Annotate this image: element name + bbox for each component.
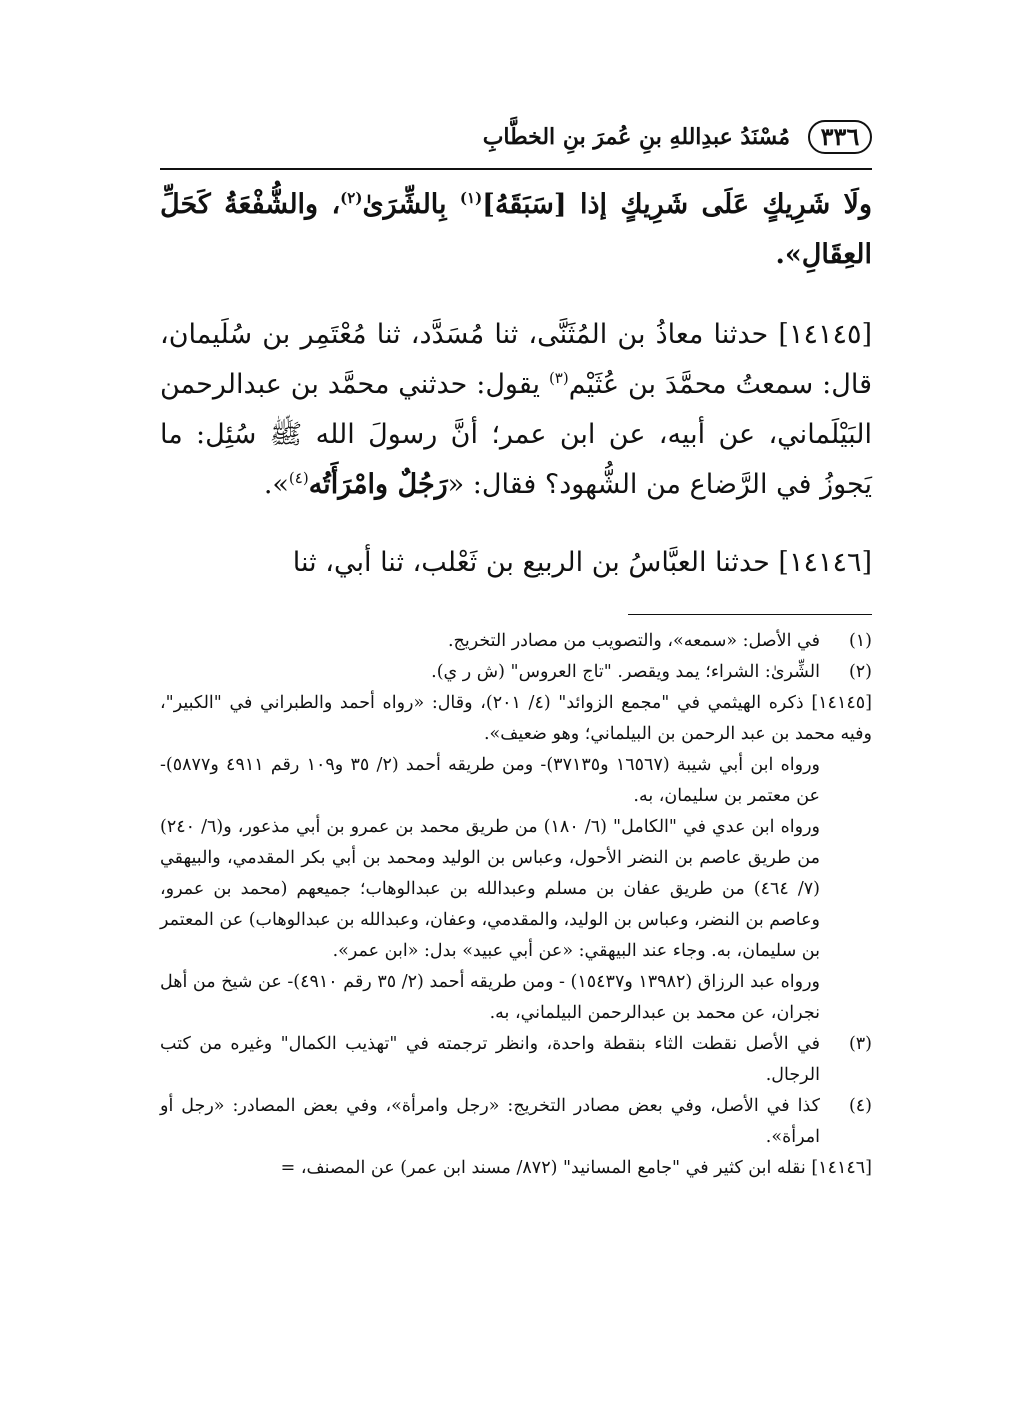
hadith-number: [١٤١٤٦] — [778, 547, 872, 578]
takhrij-14146 — [160, 1153, 872, 1184]
hadith-text-b: يقول: حدثني محمَّد بن عبدالرحمن البَيْلَماني، عن أبيه، عن ابن عمر؛ أنَّ رسولَ الله ﷺ سُئِل: ما يَجوزُ في الرَّضاع من الشُّهود؟ فقال: « — [160, 369, 872, 500]
header-rule — [160, 168, 872, 170]
page-header — [160, 118, 872, 162]
footnote-label: (٢) — [848, 662, 872, 682]
footnote-label: (١) — [848, 631, 872, 651]
footnote-2 — [160, 657, 872, 688]
footnote-text: الشِّرىٰ: الشراء؛ يمد ويقصر. "تاج العروس" (ش ر ي). — [431, 662, 820, 682]
running-title: مُسْنَدُ عبدِاللهِ بنِ عُمرَ بنِ الخطَّابِ — [482, 124, 790, 150]
lead-paragraph — [160, 180, 872, 280]
footnote-1 — [160, 626, 872, 657]
lead-text-a: ولَا شَرِيكٍ عَلَى شَرِيكٍ إذا [سَبَقَهُ] — [482, 189, 872, 220]
takhrij-paragraph: ورواه عبد الرزاق (١٣٩٨٢ و١٥٤٣٧) - ومن طريقه أحمد (٢/ ٣٥ رقم ٤٩١٠)- عن شيخ من أهل نجران، عن محمد بن عبدالرحمن البيلماني، به. — [160, 972, 820, 1023]
takhrij-text: [١٤١٤٥] ذكره الهيثمي في "مجمع الزوائد" (٤/ ٢٠١)، وقال: «رواه أحمد والطبراني في "الكبير"، وفيه محمد بن عبد الرحمن بن البيلماني؛ وهو ضعيف». — [160, 693, 872, 744]
footnote-ref-2: (٢) — [340, 189, 363, 207]
hadith-number: [١٤١٤٥] — [778, 319, 872, 350]
lead-text-c: ، والشُّفْعَةُ كَحَلِّ العِقَالِ». — [160, 189, 872, 270]
footnote-label: (٤) — [848, 1096, 872, 1116]
main-text — [160, 180, 872, 588]
takhrij-text: [١٤١٤٦] نقله ابن كثير في "جامع المسانيد" (٨٧٢/ مسند ابن عمر) عن المصنف، = — [280, 1158, 872, 1178]
footnote-ref-1: (١) — [459, 189, 483, 207]
hadith-14145 — [160, 310, 872, 510]
takhrij-paragraph: ورواه ابن أبي شيبة (١٦٥٦٧ و٣٧١٣٥)- ومن طريقه أحمد (٢/ ٣٥ و١٠٩ رقم ٤٩١١ و٥٨٧٧)- عن معتمر بن سليمان، به. — [160, 755, 820, 806]
footnote-text: كذا في الأصل، وفي بعض مصادر التخريج: «رجل وامرأة»، وفي بعض المصادر: «رجل أو امرأة». — [160, 1096, 820, 1147]
footnotes — [160, 626, 872, 1184]
footnote-ref-3: (٣) — [548, 369, 569, 387]
hadith-14146 — [160, 538, 872, 588]
hadith-text-end: ». — [263, 469, 289, 500]
footnote-4 — [160, 1091, 872, 1153]
footnote-label: (٣) — [848, 1034, 872, 1054]
footnote-text: في الأصل نقطت الثاء بنقطة واحدة، وانظر ترجمته في "تهذيب الكمال" وغيره من كتب الرجال. — [160, 1034, 820, 1085]
hadith-text: حدثنا العبَّاسُ بن الربيع بن ثَعْلب، ثنا أبي، ثنا — [292, 547, 779, 578]
page-number: ٣٣٦ — [808, 120, 872, 154]
hadith-text-a: حدثنا معاذُ بن المُثَنَّى، ثنا مُسَدَّد، ثنا مُعْتَمِر بن سُلَيمان، قال: سمعتُ محمَّدَ بن عُثَيْم — [160, 319, 872, 400]
hadith-quote: رَجُلٌ وامْرَأَتُه — [308, 469, 448, 500]
takhrij-14145 — [160, 688, 872, 1029]
footnote-3 — [160, 1029, 872, 1091]
footnote-separator — [628, 614, 872, 615]
takhrij-paragraph: ورواه ابن عدي في "الكامل" (٦/ ١٨٠) من طريق محمد بن عمرو بن أبي مذعور، و(٦/ ٢٤٠) من طريق عاصم بن النضر الأحول، وعباس بن الوليد ومحمد بن أبي بكر المقدمي، والبيهقي (٧/ ٤٦٤) من طريق عفان بن مسلم وعبدالله بن عبدالوهاب؛ جميعهم (محمد بن عمرو، وعاصم بن النضر، وعباس بن الوليد، والمقدمي، وعفان، وعبدالله بن عبدالوهاب) عن المعتمر بن سليمان، به. وجاء عند البيهقي: «عن أبي عبيد» بدل: «ابن عمر». — [160, 817, 820, 961]
footnote-text: في الأصل: «سمعه»، والتصويب من مصادر التخريج. — [447, 631, 820, 651]
footnote-ref-4: (٤) — [288, 469, 309, 487]
lead-text-b: بِالشِّرَىٰ — [362, 189, 460, 220]
